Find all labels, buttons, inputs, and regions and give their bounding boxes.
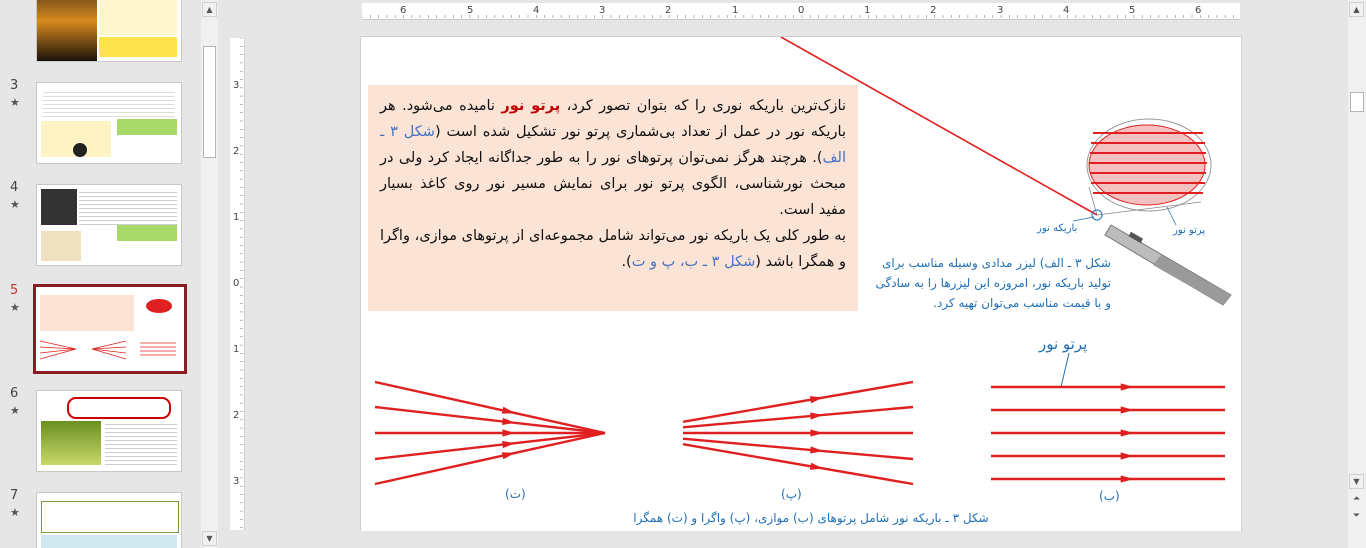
- ray-term-highlight: پرتو نور: [501, 98, 561, 114]
- thumbnail-number: 6: [10, 386, 19, 401]
- editor-bottom-area: [220, 531, 1348, 548]
- ray-arrowhead: [1121, 406, 1134, 413]
- thumbnail-number: 3: [10, 78, 19, 93]
- converging-ray: [375, 407, 605, 433]
- diverging-ray: [683, 444, 913, 484]
- figure-caption-a: شکل ۳ ـ الف) لیزر مدادی وسیله مناسب برای تولید باریکه نور، امروزه این لیزرها را به سادگی و با قیمت مناسب می‌توان تهیه کرد.: [875, 256, 1111, 310]
- ruler-number: 2: [930, 5, 937, 16]
- paragraph-2-text: به طور کلی یک باریکه نور می‌تواند شامل مجموعه‌ای از پرتوهای موازی، واگرا و همگرا باشد (: [380, 228, 846, 270]
- scroll-up-arrow-icon[interactable]: ▲: [1349, 2, 1364, 17]
- figure-label-p: (پ): [781, 487, 802, 501]
- horizontal-ruler: [362, 3, 1240, 20]
- ruler-number: 3: [599, 5, 606, 16]
- slide-thumbnail-6[interactable]: [36, 390, 182, 472]
- ruler-number: 6: [1195, 5, 1202, 16]
- ray-arrowhead: [1121, 383, 1134, 390]
- ruler-number: 2: [665, 5, 672, 16]
- ruler-number: 5: [467, 5, 474, 16]
- ruler-number: 4: [1063, 5, 1070, 16]
- paragraph-1-text: نامیده می‌شود. هر باریکه نور در عمل از تعداد بی‌شماری پرتو نور تشکیل شده است (: [380, 98, 847, 140]
- ruler-number: 3: [997, 5, 1004, 16]
- parallel-rays-diagram: [991, 383, 1225, 482]
- slide-thumbnail-4[interactable]: [36, 184, 182, 266]
- ray-arrowhead: [502, 429, 515, 436]
- beam-label: باریکه نور: [1037, 223, 1078, 234]
- ruler-number: 2: [233, 146, 240, 157]
- figure-label-b: (ب): [1099, 489, 1120, 503]
- figure-label-t: (ت): [505, 487, 526, 501]
- slide-canvas[interactable]: [360, 36, 1242, 533]
- thumbnail-scrollbar[interactable]: [201, 0, 218, 548]
- ray-arrowhead: [1121, 475, 1134, 482]
- explanation-text-box: [368, 85, 858, 311]
- converging-rays-diagram: [375, 382, 605, 484]
- diverging-ray: [683, 382, 913, 422]
- next-slide-icon[interactable]: ⏷: [1352, 511, 1361, 521]
- ruler-number: 2: [233, 410, 240, 421]
- magnified-beam-icon: [1087, 119, 1211, 220]
- figure-reference-bpt: شکل ۳ ـ ب، پ و ت: [631, 254, 756, 270]
- ruler-number: 3: [233, 80, 240, 91]
- ray-arrowhead: [502, 441, 515, 448]
- paragraph-1-text: ). هرچند هرگز نمی‌توان پرتوهای نور را به طور جداگانه ایجاد کرد ولی در مبحث نورشناسی، الگوی پرتو نور برای نمایش مسیر نور روی کاغذ بسیار مفید است.: [380, 150, 846, 218]
- scroll-up-arrow-icon[interactable]: ▲: [202, 2, 217, 17]
- animation-star-icon: ★: [10, 301, 20, 314]
- animation-star-icon: ★: [10, 404, 20, 417]
- ruler-number: 3: [233, 476, 240, 487]
- ruler-number: 4: [533, 5, 540, 16]
- paragraph-2-text: ).: [621, 254, 632, 270]
- thumbnail-number: 4: [10, 180, 19, 195]
- previous-slide-icon[interactable]: ⏶: [1352, 494, 1361, 504]
- scroll-down-arrow-icon[interactable]: ▼: [202, 531, 217, 546]
- paragraph-1-text: نازک‌ترین باریکه نوری را که بتوان تصور کرد،: [560, 98, 847, 114]
- ray-label-small: پرتو نور: [1173, 225, 1206, 236]
- ray-arrowhead: [810, 429, 823, 436]
- ruler-number: 1: [233, 344, 240, 355]
- ray-label: پرتو نور: [1039, 335, 1088, 353]
- converging-ray: [375, 433, 605, 459]
- thumbnail-number: 7: [10, 488, 19, 503]
- slide-thumbnail-3[interactable]: [36, 82, 182, 164]
- scroll-down-arrow-icon[interactable]: ▼: [1349, 474, 1364, 489]
- vertical-ruler: [230, 38, 245, 530]
- ruler-number: 6: [400, 5, 407, 16]
- animation-star-icon: ★: [10, 96, 20, 109]
- ruler-number: 1: [864, 5, 871, 16]
- ruler-number: 1: [233, 212, 240, 223]
- slide-thumbnail-5-selected[interactable]: [33, 284, 187, 374]
- ray-arrowhead: [502, 407, 515, 414]
- ruler-number: 1: [732, 5, 739, 16]
- diverging-ray: [683, 407, 913, 427]
- converging-ray: [375, 382, 605, 433]
- diverging-rays-diagram: [683, 382, 913, 484]
- slide-thumbnail-pane: [0, 0, 200, 548]
- thumbnail-number: 5: [10, 283, 19, 298]
- laser-pen-icon: [1105, 225, 1231, 305]
- ray-arrowhead: [502, 418, 515, 425]
- converging-ray: [375, 433, 605, 484]
- ruler-number: 0: [798, 5, 805, 16]
- animation-star-icon: ★: [10, 198, 20, 211]
- ray-arrowhead: [1121, 452, 1134, 459]
- ruler-number: 5: [1129, 5, 1136, 16]
- scrollbar-thumb[interactable]: [1350, 92, 1364, 112]
- diverging-ray: [683, 439, 913, 459]
- editor-scrollbar[interactable]: [1348, 0, 1366, 548]
- figure-main-caption: شکل ۳ ـ باریکه نور شامل پرتوهای (ب) موازی، (پ) واگرا و (ت) همگرا: [633, 511, 989, 525]
- ray-arrowhead: [1121, 429, 1134, 436]
- scrollbar-thumb[interactable]: [203, 46, 216, 158]
- figure-reference-a: شکل ۳ ـ الف: [380, 124, 846, 166]
- slide-thumbnail-7[interactable]: [36, 492, 182, 548]
- animation-star-icon: ★: [10, 506, 20, 519]
- slide-thumbnail-2[interactable]: [36, 0, 182, 62]
- ruler-number: 0: [233, 278, 240, 289]
- ray-arrowhead: [502, 452, 515, 459]
